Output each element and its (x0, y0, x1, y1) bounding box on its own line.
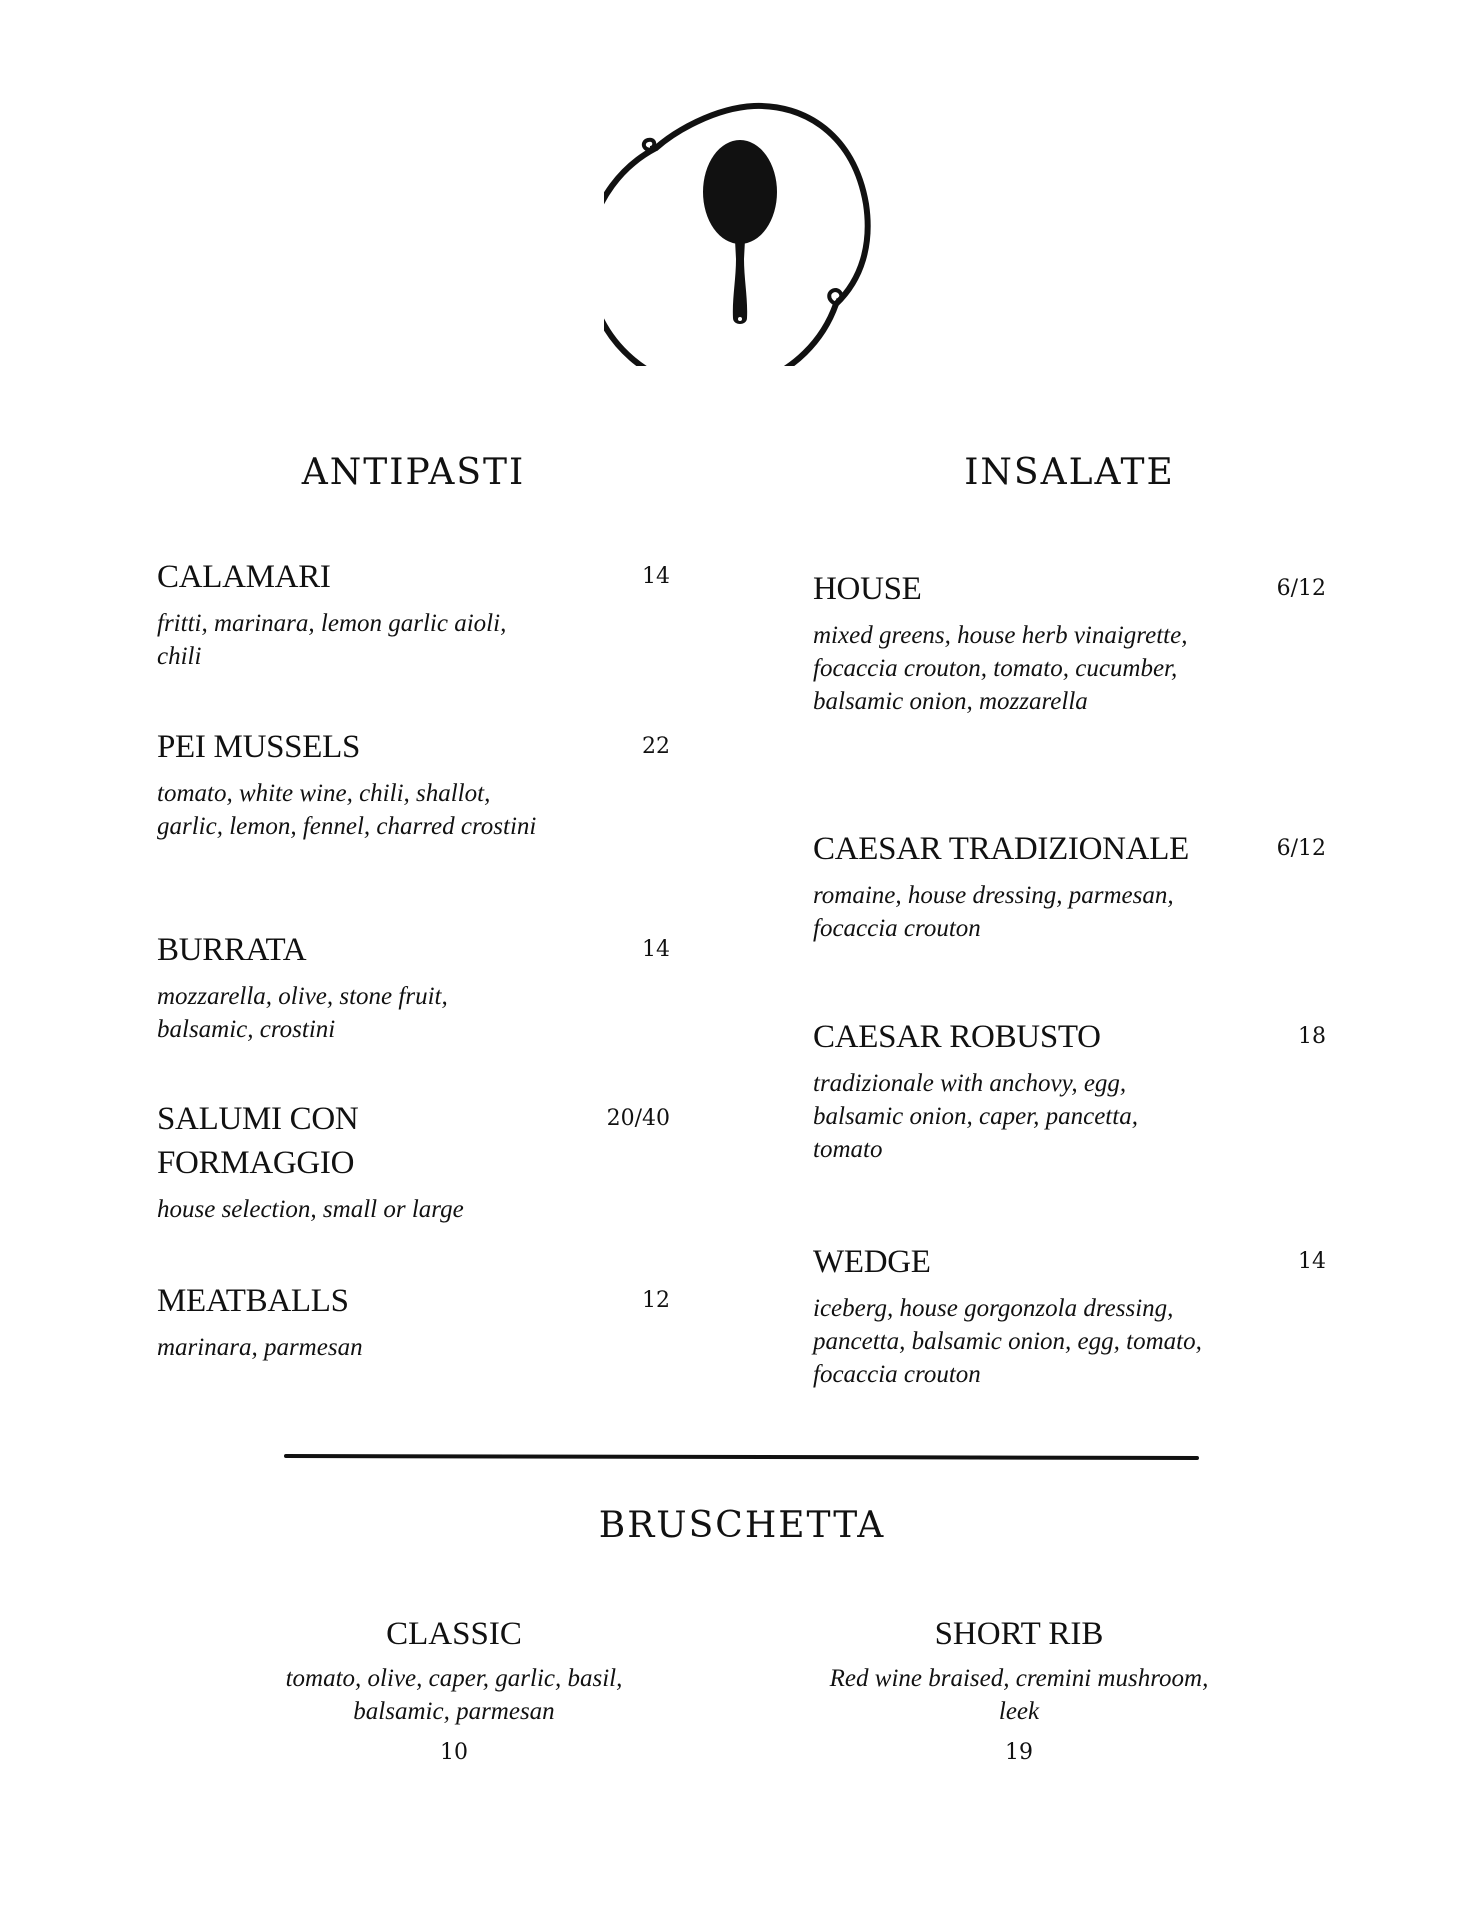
item-price: 19 (1005, 1740, 1033, 1765)
insalate-title: INSALATE (964, 452, 1175, 493)
menu-item (157, 725, 670, 843)
menu-item (157, 1097, 670, 1226)
item-name: SALUMI CON FORMAGGIO (157, 1101, 359, 1181)
item-name: SHORT RIB (934, 1616, 1104, 1652)
menu-item (264, 1612, 644, 1765)
menu-item (813, 1015, 1326, 1166)
item-price: 14 (1298, 1249, 1326, 1274)
menu-item (813, 567, 1326, 718)
menu-item (157, 1279, 670, 1364)
item-price: 6/12 (1276, 576, 1326, 601)
item-description: tomato, white wine, chili, shallot, garlic, lemon, fennel, charred crostini (157, 780, 537, 840)
item-description: marinara, parmesan (157, 1334, 363, 1361)
item-price: 10 (440, 1740, 468, 1765)
item-description: mixed greens, house herb vinaigrette, focaccia crouton, tomato, cucumber, balsamic onion, mozzarella (813, 622, 1188, 715)
menu-item (157, 928, 670, 1046)
menu-item (813, 827, 1326, 945)
item-description: tradizionale with anchovy, egg, balsamic onion, caper, pancetta, tomato (813, 1070, 1138, 1163)
bruschetta-title: BRUSCHETTA (598, 1505, 886, 1546)
item-description: mozzarella, olive, stone fruit, balsamic, crostini (157, 983, 448, 1043)
item-name: CAESAR ROBUSTO (813, 1019, 1101, 1055)
item-name: HOUSE (813, 571, 922, 607)
spoon-emblem-icon (604, 94, 876, 366)
item-description: fritti, marinara, lemon garlic aioli, chili (157, 610, 507, 670)
item-name: CALAMARI (157, 559, 331, 595)
item-name: BURRATA (157, 932, 307, 968)
antipasti-title: ANTIPASTI (301, 452, 526, 493)
item-description: iceberg, house gorgonzola dressing, pancetta, balsamic onion, egg, tomato, focaccia crouton (813, 1295, 1202, 1388)
menu-item (813, 1240, 1326, 1391)
item-description: house selection, small or large (157, 1196, 464, 1223)
item-price: 20/40 (606, 1106, 670, 1131)
item-price: 18 (1298, 1024, 1326, 1049)
menu-item (157, 555, 670, 673)
item-price: 6/12 (1276, 836, 1326, 861)
section-divider (284, 1454, 1199, 1460)
item-price: 22 (642, 734, 670, 759)
item-price: 14 (642, 564, 670, 589)
item-price: 14 (642, 937, 670, 962)
item-name: CLASSIC (386, 1616, 522, 1652)
item-description: romaine, house dressing, parmesan, focaccia crouton (813, 882, 1174, 942)
item-price: 12 (642, 1288, 670, 1313)
item-description: tomato, olive, caper, garlic, basil, balsamic, parmesan (285, 1665, 623, 1725)
item-name: CAESAR TRADIZIONALE (813, 831, 1189, 867)
item-name: PEI MUSSELS (157, 729, 360, 765)
menu-item (829, 1612, 1209, 1765)
item-name: MEATBALLS (157, 1283, 349, 1319)
item-name: WEDGE (813, 1244, 931, 1280)
item-description: Red wine braised, cremini mushroom, leek (829, 1665, 1209, 1725)
